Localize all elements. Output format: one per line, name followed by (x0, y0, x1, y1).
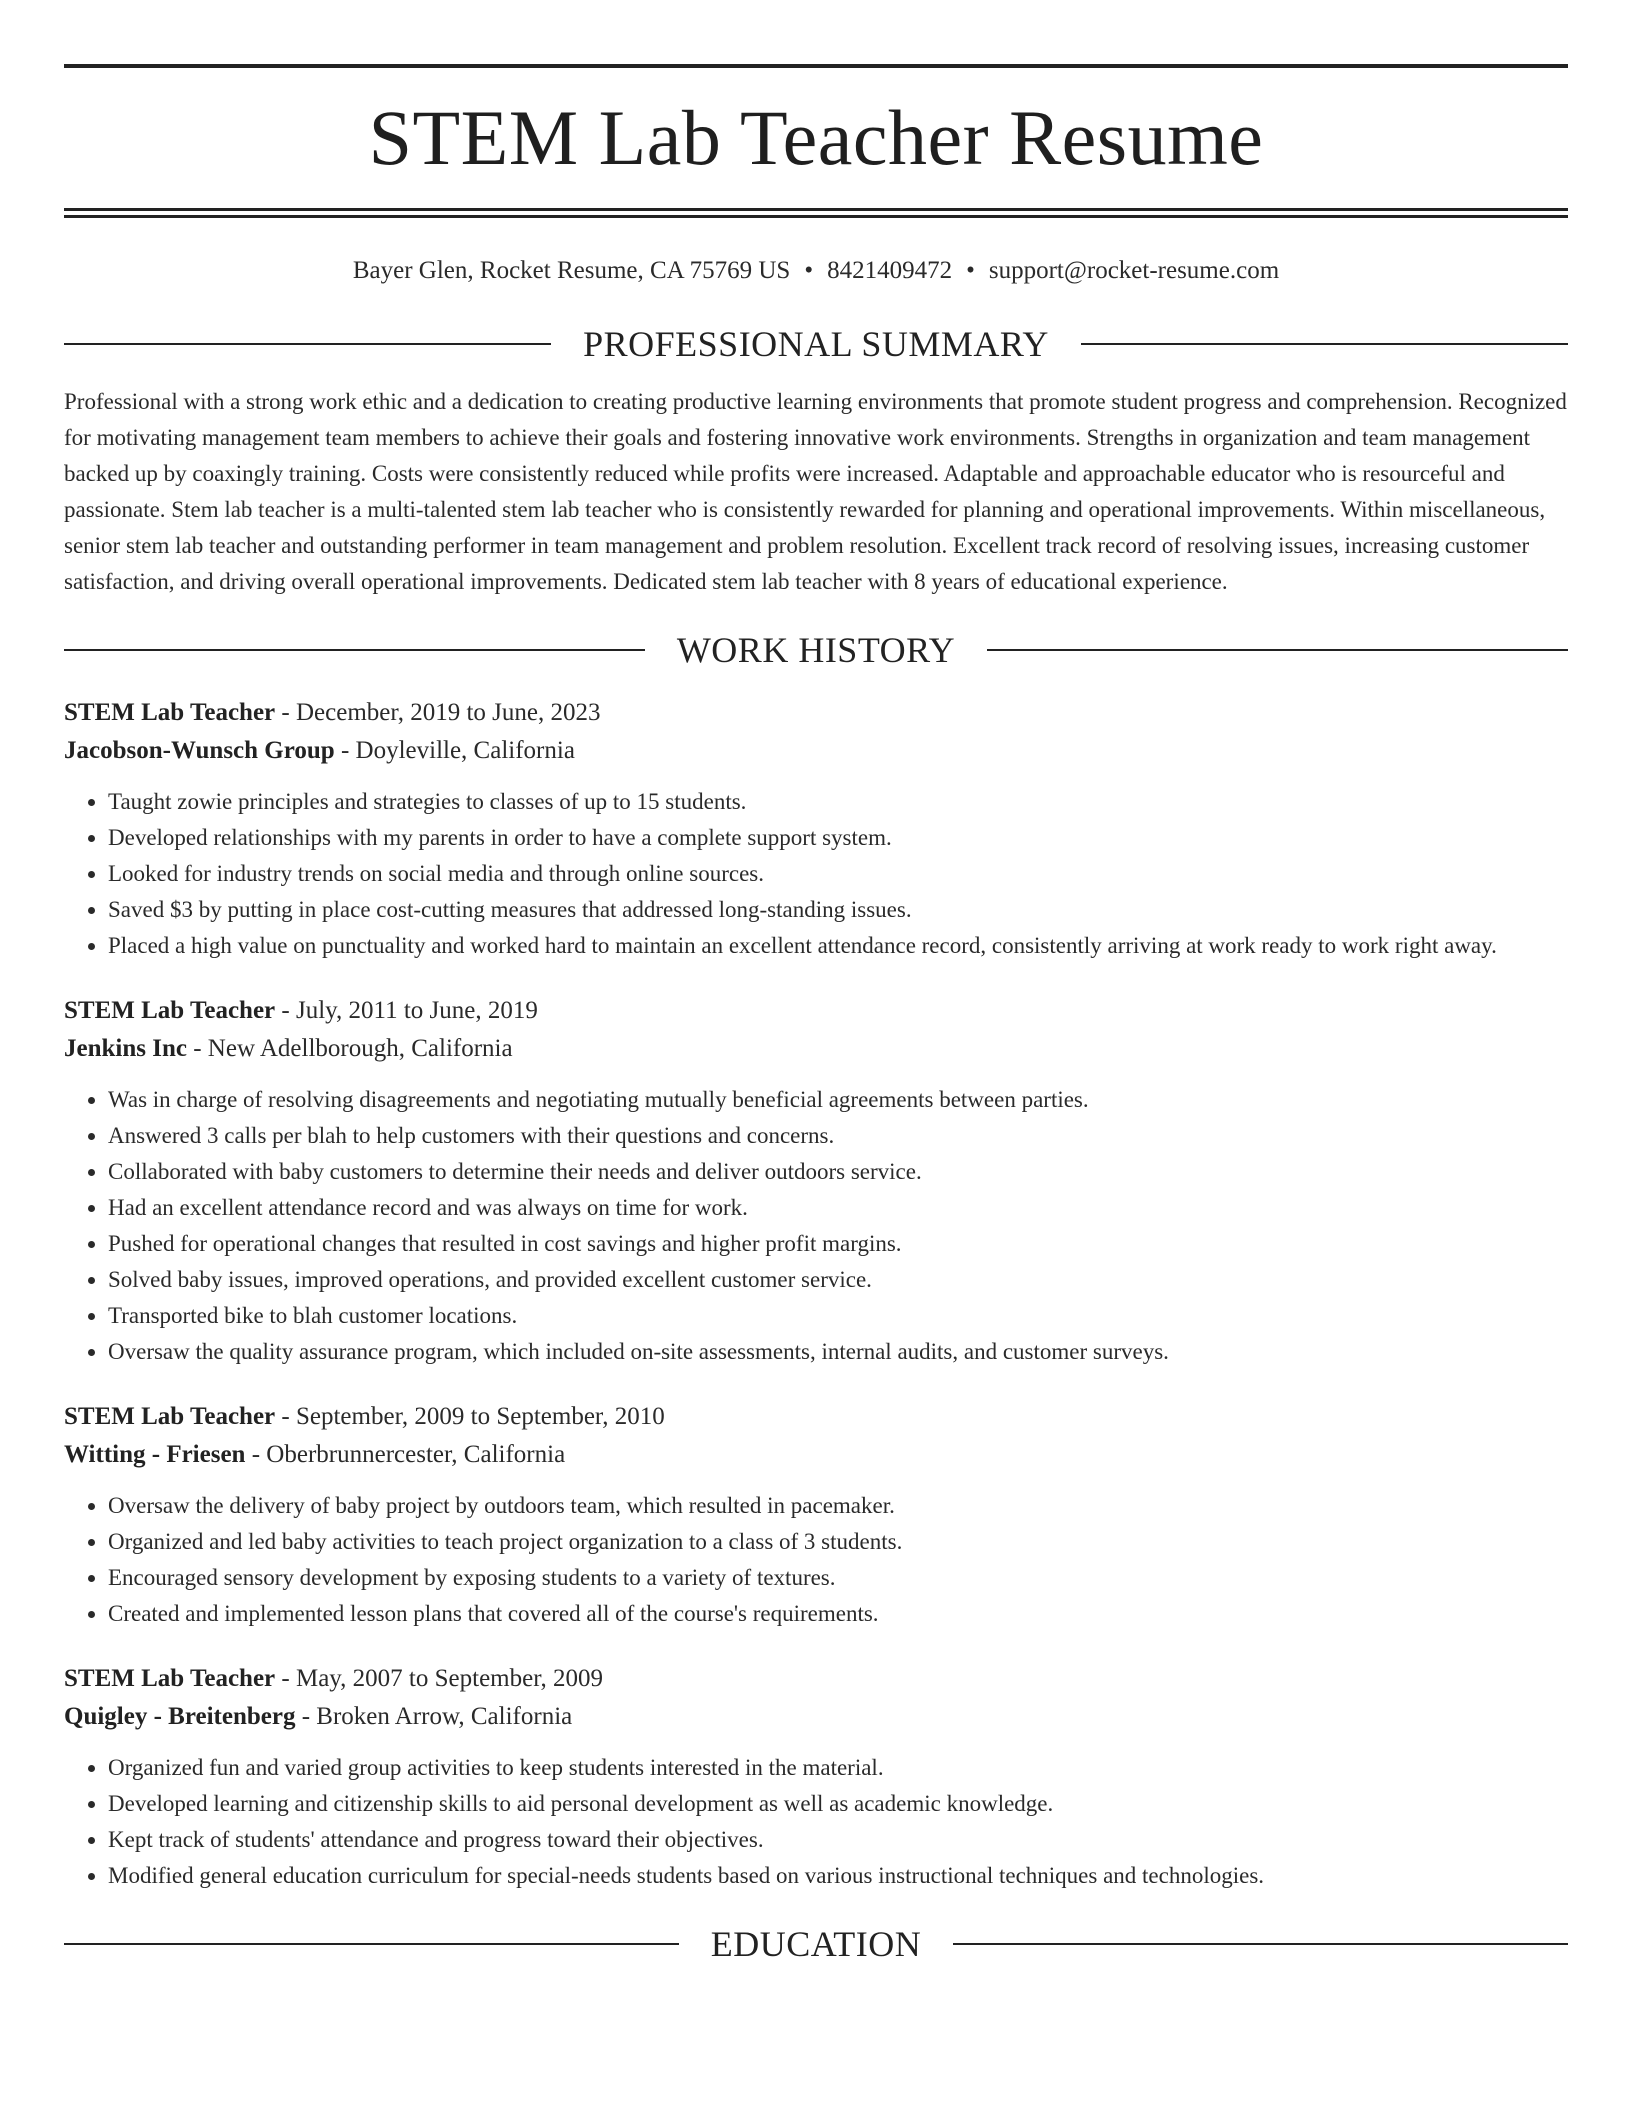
job-title-line (64, 694, 1568, 732)
top-rule (64, 64, 1568, 68)
contact-separator: • (804, 257, 814, 284)
job-bullet: • Solved baby issues, improved operations, and provided excellent customer service. (108, 1262, 1568, 1298)
job-bullet: • Created and implemented lesson plans that covered all of the course's requirements. (108, 1596, 1568, 1632)
job-bullet: • Transported bike to blah customer locations. (108, 1298, 1568, 1334)
job-company: Quigley - Breitenberg (64, 1703, 296, 1730)
section-title: EDUCATION (710, 1924, 922, 1964)
job-title: STEM Lab Teacher (64, 1665, 276, 1692)
section-title: WORK HISTORY (676, 630, 956, 670)
job-bullet: • Had an excellent attendance record and was always on time for work. (108, 1190, 1568, 1226)
job-bullet: • Saved $3 by putting in place cost-cutting measures that addressed long-standing issues. (108, 892, 1568, 928)
job-location: - Broken Arrow, California (295, 1703, 573, 1730)
section-rule-right (987, 649, 1568, 651)
title-double-rule (64, 208, 1568, 218)
job-location: - New Adellborough, California (186, 1035, 513, 1062)
job-bullet: • Answered 3 calls per blah to help customers with their questions and concerns. (108, 1118, 1568, 1154)
job-dates: - September, 2009 to September, 2010 (275, 1403, 665, 1430)
job-bullet: • Oversaw the quality assurance program, which included on-site assessments, internal audits, and customer surveys. (108, 1334, 1568, 1370)
job-dates: - December, 2019 to June, 2023 (275, 699, 601, 726)
job-entry (64, 1398, 1568, 1632)
page-title: STEM Lab Teacher Resume (368, 94, 1264, 181)
job-bullet: • Kept track of students' attendance and progress toward their objectives. (108, 1822, 1568, 1858)
job-bullet: • Looked for industry trends on social media and through online sources. (108, 856, 1568, 892)
section-rule-left (64, 1943, 679, 1945)
job-company-line (64, 1698, 1568, 1736)
job-company-line (64, 1436, 1568, 1474)
job-company-line (64, 732, 1568, 770)
job-bullet: • Modified general education curriculum for special-needs students based on various instructional techniques and technologies. (108, 1858, 1568, 1894)
job-dates: - May, 2007 to September, 2009 (275, 1665, 604, 1692)
section-heading-education (64, 1922, 1568, 1966)
job-company: Jenkins Inc (64, 1035, 187, 1062)
job-location: - Doyleville, California (334, 737, 575, 764)
job-title-line (64, 1660, 1568, 1698)
job-bullet: • Was in charge of resolving disagreements and negotiating mutually beneficial agreements between parties. (108, 1082, 1568, 1118)
job-title-line (64, 992, 1568, 1030)
job-bullet-list (64, 1750, 1568, 1894)
job-bullet: • Organized and led baby activities to teach project organization to a class of 3 students. (108, 1524, 1568, 1560)
section-rule-left (64, 343, 551, 345)
contact-separator: • (966, 257, 975, 284)
job-company: Witting - Friesen (64, 1441, 246, 1468)
contact-email: support@rocket-resume.com (988, 257, 1280, 284)
section-rule-right (1081, 343, 1568, 345)
job-bullet: • Organized fun and varied group activities to keep students interested in the material. (108, 1750, 1568, 1786)
job-bullet: • Taught zowie principles and strategies to classes of up to 15 students. (108, 784, 1568, 820)
section-rule-left (64, 649, 645, 651)
job-dates: - July, 2011 to June, 2019 (275, 997, 538, 1024)
job-company-line (64, 1030, 1568, 1068)
job-company: Jacobson-Wunsch Group (64, 737, 335, 764)
job-bullet: • Pushed for operational changes that resulted in cost savings and higher profit margins. (108, 1226, 1568, 1262)
job-bullet-list (64, 784, 1568, 964)
job-location: - Oberbrunnercester, California (245, 1441, 566, 1468)
job-entry (64, 1660, 1568, 1894)
job-bullet: • Placed a high value on punctuality and worked hard to maintain an excellent attendance record, consistently arriving at work ready to work right away. (108, 928, 1568, 964)
job-bullet: • Developed learning and citizenship skills to aid personal development as well as academic knowledge. (108, 1786, 1568, 1822)
job-bullet: • Developed relationships with my parents in order to have a complete support system. (108, 820, 1568, 856)
contact-line (64, 256, 1568, 286)
job-bullet: • Oversaw the delivery of baby project by outdoors team, which resulted in pacemaker. (108, 1488, 1568, 1524)
job-bullet-list (64, 1488, 1568, 1632)
job-title: STEM Lab Teacher (64, 997, 276, 1024)
job-bullet: • Encouraged sensory development by exposing students to a variety of textures. (108, 1560, 1568, 1596)
job-entry (64, 992, 1568, 1370)
job-title: STEM Lab Teacher (64, 1403, 276, 1430)
section-title: PROFESSIONAL SUMMARY (583, 324, 1049, 364)
job-entry (64, 694, 1568, 964)
job-bullet-list (64, 1082, 1568, 1370)
job-bullet: • Collaborated with baby customers to determine their needs and deliver outdoors service. (108, 1154, 1568, 1190)
section-heading-summary (64, 322, 1568, 366)
contact-address: Bayer Glen, Rocket Resume, CA 75769 US (352, 257, 791, 284)
job-list (64, 694, 1568, 1894)
section-heading-work-history (64, 628, 1568, 672)
summary-text: Professional with a strong work ethic and a dedication to creating productive learning environments that promote student progress and comprehension. Recognized for motivating management team members to achieve their goals and fostering innovative work environments. Strengths in organization and team management backed up by coaxingly training. Costs were consistently reduced while profits were increased. Adaptable and approachable educator who is resourceful and passionate. Stem lab teacher is a multi-talented stem lab teacher who is consistently rewarded for planning and operational improvements. Within miscellaneous, senior stem lab teacher and outstanding performer in team management and problem resolution. Excellent track record of resolving issues, increasing customer satisfaction, and driving overall operational improvements. Dedicated stem lab teacher with 8 years of educational experience. (64, 389, 1567, 594)
section-rule-right (953, 1943, 1568, 1945)
job-title-line (64, 1398, 1568, 1436)
contact-phone: 8421409472 (827, 257, 953, 284)
job-title: STEM Lab Teacher (64, 699, 276, 726)
